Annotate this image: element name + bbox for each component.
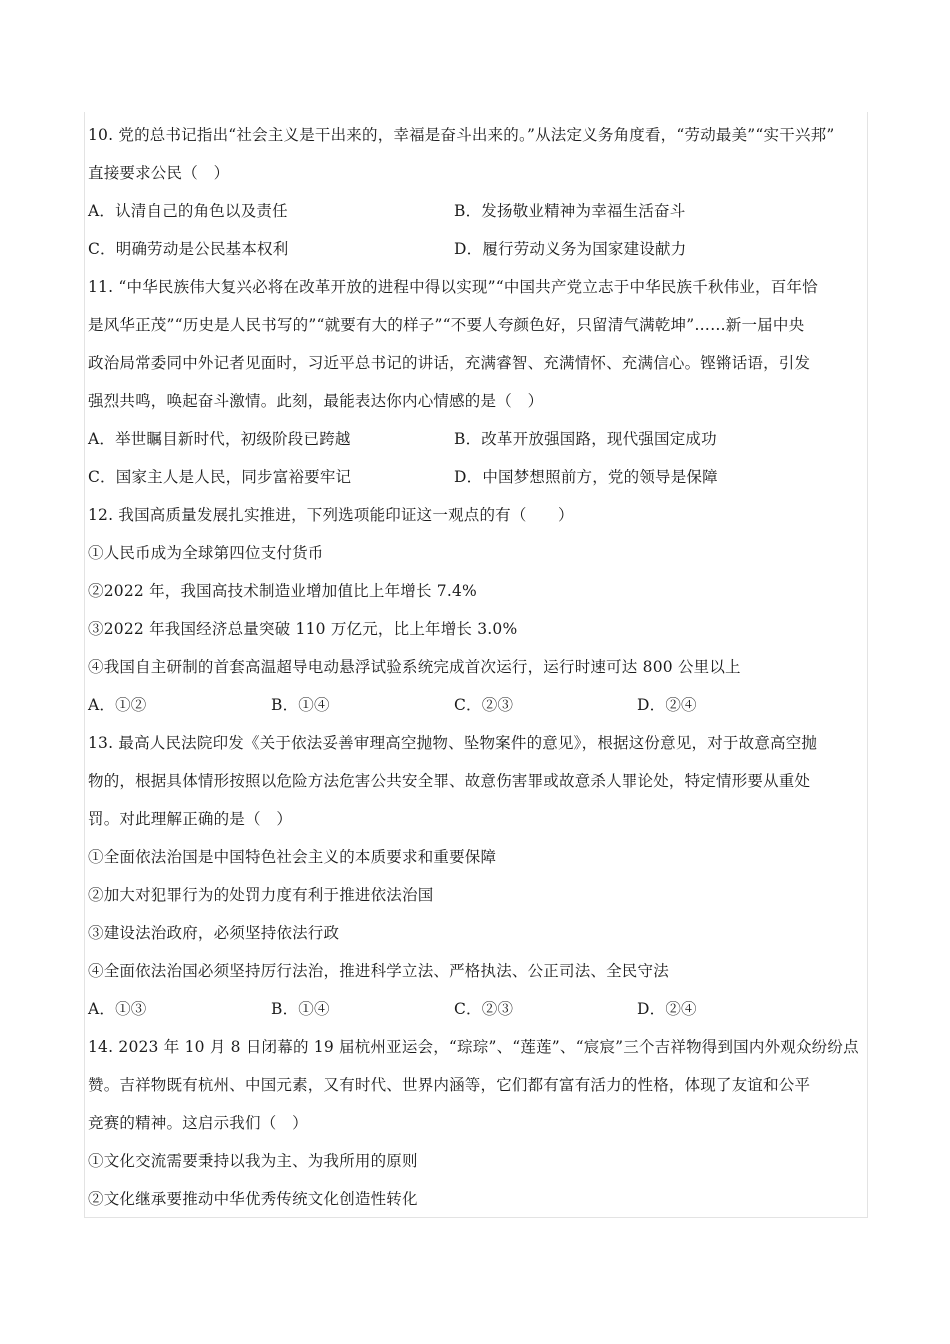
- option-c: C．②③: [454, 696, 514, 714]
- options-row: [88, 420, 864, 458]
- statement-3: ③建设法治政府，必须坚持依法行政: [88, 924, 340, 942]
- question-stem-line: 13. 最高人民法院印发《关于依法妥善审理高空抛物、坠物案件的意见》，根据这份意见，对于故意高空抛: [88, 734, 818, 752]
- statement-2: ②2022 年，我国高技术制造业增加值比上年增长 7.4%: [88, 582, 477, 600]
- option-b: B．①④: [271, 1000, 330, 1018]
- option-a: A．举世瞩目新时代，初级阶段已跨越: [88, 430, 351, 448]
- option-b: B．发扬敬业精神为幸福生活奋斗: [454, 202, 686, 220]
- question-stem-line: 是风华正茂”“历史是人民书写的”“就要有大的样子”“不要人夸颜色好，只留清气满乾坤”……新一届中央: [88, 316, 805, 334]
- options-row: [88, 686, 864, 724]
- question-stem-line: 14. 2023 年 10 月 8 日闭幕的 19 届杭州亚运会，“琮琮”、“莲莲”、“宸宸”三个吉祥物得到国内外观众纷纷点: [88, 1038, 859, 1056]
- question-stem-line: 竞赛的精神。这启示我们（ ）: [88, 1114, 308, 1132]
- option-d: D．②④: [637, 1000, 697, 1018]
- question-14: [88, 1028, 864, 1218]
- question-11: [88, 268, 864, 496]
- question-stem-line: 强烈共鸣，唤起奋斗激情。此刻，最能表达你内心情感的是（ ）: [88, 392, 544, 410]
- option-b: B．改革开放强国路，现代强国定成功: [454, 430, 717, 448]
- exam-document: [88, 116, 864, 1218]
- statement-1: ①文化交流需要秉持以我为主、为我所用的原则: [88, 1152, 418, 1170]
- question-stem-line: 直接要求公民（ ）: [88, 164, 230, 182]
- option-c: C．②③: [454, 1000, 514, 1018]
- option-a: A．认清自己的角色以及责任: [88, 202, 288, 220]
- statement-1: ①全面依法治国是中国特色社会主义的本质要求和重要保障: [88, 848, 497, 866]
- option-c: C．明确劳动是公民基本权利: [88, 240, 289, 258]
- statement-1: ①人民币成为全球第四位支付货币: [88, 544, 324, 562]
- statement-2: ②文化继承要推动中华优秀传统文化创造性转化: [88, 1190, 418, 1208]
- question-13: [88, 724, 864, 1028]
- options-row: [88, 192, 864, 230]
- option-d: D．履行劳动义务为国家建设献力: [454, 240, 687, 258]
- question-10: [88, 116, 864, 268]
- options-row: [88, 990, 864, 1028]
- question-stem-line: 罚。对此理解正确的是（ ）: [88, 810, 293, 828]
- statement-4: ④我国自主研制的首套高温超导电动悬浮试验系统完成首次运行，运行时速可达 800 公里以上: [88, 658, 741, 676]
- statement-4: ④全面依法治国必须坚持厉行法治，推进科学立法、严格执法、公正司法、全民守法: [88, 962, 669, 980]
- question-stem-line: 10. 党的总书记指出“社会主义是干出来的，幸福是奋斗出来的。”从法定义务角度看，“劳动最美”“实干兴邦”: [88, 126, 835, 144]
- option-a: A．①③: [88, 1000, 147, 1018]
- question-stem-line: 12. 我国高质量发展扎实推进，下列选项能印证这一观点的有（ ）: [88, 506, 574, 524]
- statement-2: ②加大对犯罪行为的处罚力度有利于推进依法治国: [88, 886, 434, 904]
- option-c: C．国家主人是人民，同步富裕要牢记: [88, 468, 352, 486]
- question-stem-line: 11. “中华民族伟大复兴必将在改革开放的进程中得以实现”“中国共产党立志于中华民族千秋伟业，百年恰: [88, 278, 818, 296]
- question-stem-line: 政治局常委同中外记者见面时，习近平总书记的讲话，充满睿智、充满情怀、充满信心。铿锵话语，引发: [88, 354, 811, 372]
- option-d: D．②④: [637, 696, 697, 714]
- options-row: [88, 230, 864, 268]
- option-b: B．①④: [271, 696, 330, 714]
- question-12: [88, 496, 864, 724]
- question-stem-line: 物的，根据具体情形按照以危险方法危害公共安全罪、故意伤害罪或故意杀人罪论处，特定情形要从重处: [88, 772, 811, 790]
- options-row: [88, 458, 864, 496]
- option-a: A．①②: [88, 696, 147, 714]
- question-stem-line: 赞。吉祥物既有杭州、中国元素，又有时代、世界内涵等，它们都有富有活力的性格，体现了友谊和公平: [88, 1076, 811, 1094]
- statement-3: ③2022 年我国经济总量突破 110 万亿元，比上年增长 3.0%: [88, 620, 518, 638]
- option-d: D．中国梦想照前方，党的领导是保障: [454, 468, 718, 486]
